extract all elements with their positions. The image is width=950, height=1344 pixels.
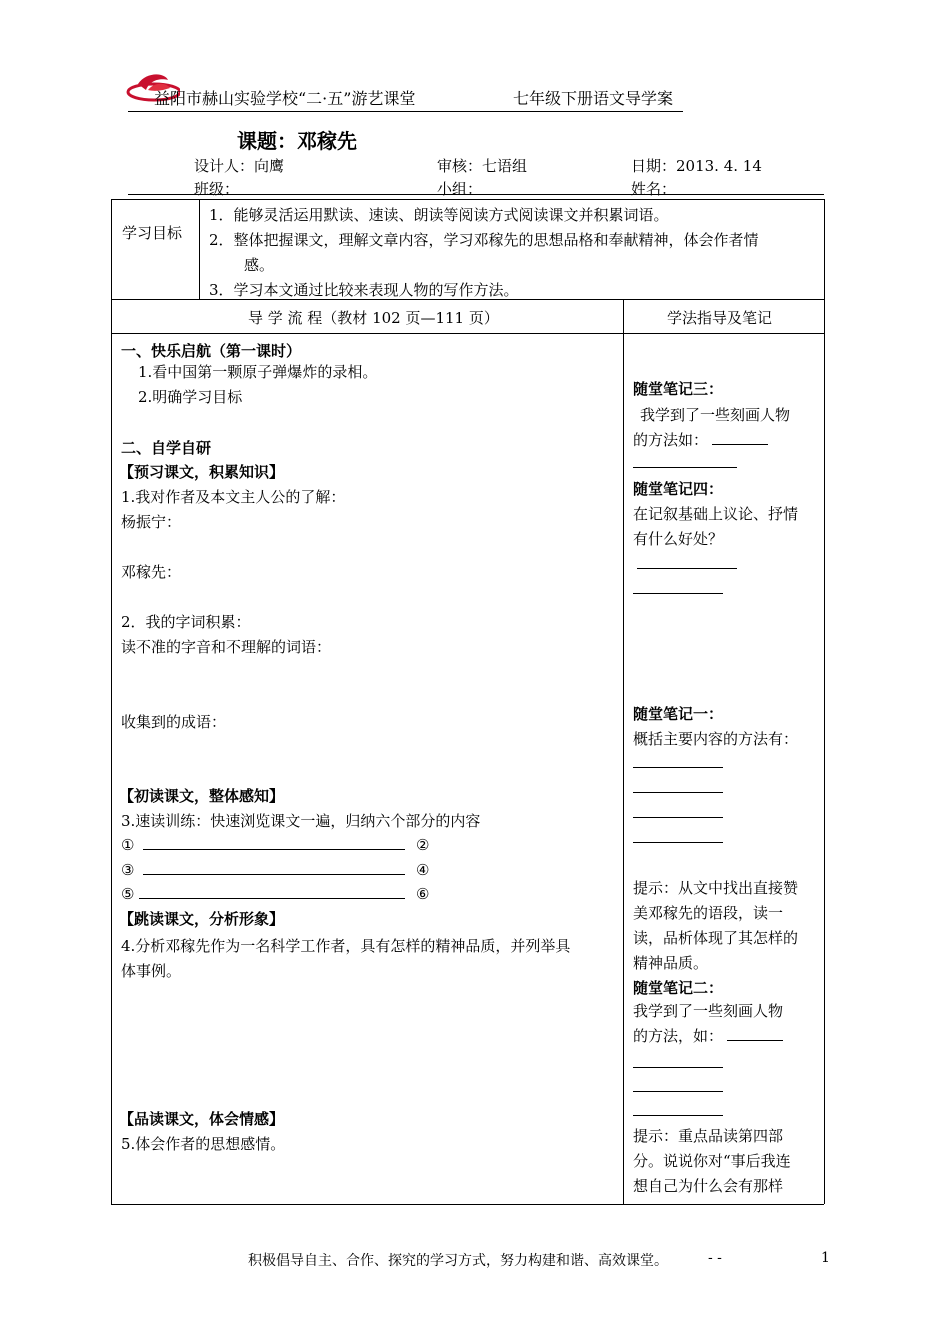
- tip-2-line-3: 想自己为什么会有那样: [633, 1177, 784, 1195]
- note-4-blank-1[interactable]: [637, 568, 737, 569]
- answer-blank-2[interactable]: [143, 860, 405, 875]
- notes-header: 学法指导及笔记: [667, 309, 773, 327]
- part-skimread-title: 【跳读课文，分析形象】: [119, 910, 285, 928]
- note-4-line-1: 在记叙基础上议论、抒情: [633, 505, 799, 523]
- question-2: 2．我的字词积累：: [121, 613, 251, 631]
- header-course: 七年级下册语文导学案: [513, 89, 674, 108]
- footer-motto: 积极倡导自主、合作、探究的学习方式，努力构建和谐、高效课堂。: [248, 1253, 668, 1269]
- note-3-blank-2[interactable]: [633, 467, 737, 468]
- goal-1: 1．能够灵活运用默读、速读、朗读等阅读方式阅读课文并积累词语。: [209, 206, 669, 224]
- goals-label: 学习目标: [122, 224, 183, 242]
- tip-1-line-2: 美邓稼先的语段，读一: [633, 904, 784, 922]
- tip-1-line-3: 读，品析体现了其怎样的: [633, 929, 799, 947]
- question-5: 5.体会作者的思想感情。: [121, 1135, 286, 1153]
- circle-1: ①: [121, 836, 135, 854]
- blank-row-2: [121, 860, 429, 879]
- footer-dashes: - -: [708, 1250, 722, 1266]
- class-field: 班级：: [194, 180, 240, 198]
- note-2-blank-3[interactable]: [633, 1091, 723, 1092]
- part-preview-title: 【预习课文，积累知识】: [119, 463, 285, 481]
- tip-2-line-1: 提示：重点品读第四部: [633, 1127, 784, 1145]
- goal-2: 2．整体把握课文，理解文章内容，学习邓稼先的思想品格和奉献精神，体会作者情: [209, 231, 759, 249]
- note-4-blank-2[interactable]: [633, 593, 723, 594]
- note-4-title: 随堂笔记四：: [633, 480, 724, 498]
- note-3-blank-1[interactable]: [712, 430, 768, 445]
- question-2b: 收集到的成语：: [121, 713, 227, 731]
- header-school: 益阳市赫山实验学校“二·五”游艺课堂: [154, 89, 416, 108]
- blank-row-1: [121, 835, 429, 854]
- circle-4: ④: [416, 861, 430, 879]
- note-2-line-1: 我学到了一些刻画人物: [633, 1002, 784, 1020]
- note-3-title: 随堂笔记三：: [633, 380, 724, 398]
- group-field: 小组：: [437, 180, 483, 198]
- note-2-blank-1[interactable]: [727, 1026, 783, 1041]
- page-number: 1: [821, 1250, 830, 1266]
- note-1-blank-4[interactable]: [633, 842, 723, 843]
- question-4: 4.分析邓稼先作为一名科学工作者，具有怎样的精神品质，并列举具: [121, 937, 571, 955]
- blank-row-3: [121, 884, 429, 903]
- note-1-line-1: 概括主要内容的方法有：: [633, 730, 799, 748]
- question-1: 1.我对作者及本文主人公的了解：: [121, 488, 346, 506]
- question-2a: 读不准的字音和不理解的词语：: [121, 638, 332, 656]
- part-savor-title: 【品读课文，体会情感】: [119, 1110, 285, 1128]
- circle-3: ③: [121, 861, 135, 879]
- name-field: 姓名：: [631, 180, 677, 198]
- tip-1-line-1: 提示：从文中找出直接赞: [633, 879, 799, 897]
- goal-2-cont: 感。: [244, 256, 275, 274]
- note-1-title: 随堂笔记一：: [633, 705, 724, 723]
- circle-5: ⑤: [121, 885, 135, 903]
- note-3-line-2: 的方法如：: [633, 429, 768, 450]
- date: 日期：2013. 4. 14: [631, 157, 762, 175]
- circle-6: ⑥: [416, 885, 430, 903]
- section-1-title: 一、快乐启航（第一课时）: [121, 342, 302, 360]
- question-3: 3.速读训练：快速浏览课文一遍，归纳六个部分的内容: [121, 812, 481, 830]
- flow-header: 导 学 流 程（教材 102 页—111 页）: [248, 309, 499, 327]
- part-firstread-title: 【初读课文，整体感知】: [119, 787, 285, 805]
- note-2-line-2: 的方法，如：: [633, 1025, 783, 1046]
- note-1-blank-2[interactable]: [633, 792, 723, 793]
- tip-1-line-4: 精神品质。: [633, 954, 709, 972]
- circle-2: ②: [416, 836, 430, 854]
- note-1-blank-1[interactable]: [633, 767, 723, 768]
- step-1-1: 1.看中国第一颗原子弹爆炸的录相。: [138, 363, 378, 381]
- label-deng: 邓稼先：: [121, 563, 182, 581]
- answer-blank-3[interactable]: [139, 884, 405, 899]
- note-2-blank-2[interactable]: [633, 1067, 723, 1068]
- question-4-cont: 体事例。: [121, 962, 182, 980]
- goal-3: 3．学习本文通过比较来表现人物的写作方法。: [209, 281, 519, 299]
- note-2-blank-4[interactable]: [633, 1115, 723, 1116]
- note-3-line-1: 我学到了一些刻画人物: [640, 406, 791, 424]
- page-title: 课题：邓稼先: [237, 129, 357, 153]
- label-yang: 杨振宁：: [121, 513, 182, 531]
- note-2-title: 随堂笔记二：: [633, 979, 724, 997]
- section-2-title: 二、自学自研: [121, 439, 212, 457]
- answer-blank-1[interactable]: [143, 835, 405, 850]
- step-1-2: 2.明确学习目标: [138, 388, 243, 406]
- designer: 设计人：向鹰: [194, 157, 285, 175]
- note-1-blank-3[interactable]: [633, 817, 723, 818]
- note-4-line-2: 有什么好处？: [633, 530, 724, 548]
- tip-2-line-2: 分。说说你对“事后我连: [633, 1152, 791, 1170]
- reviewer: 审核：七语组: [437, 157, 528, 175]
